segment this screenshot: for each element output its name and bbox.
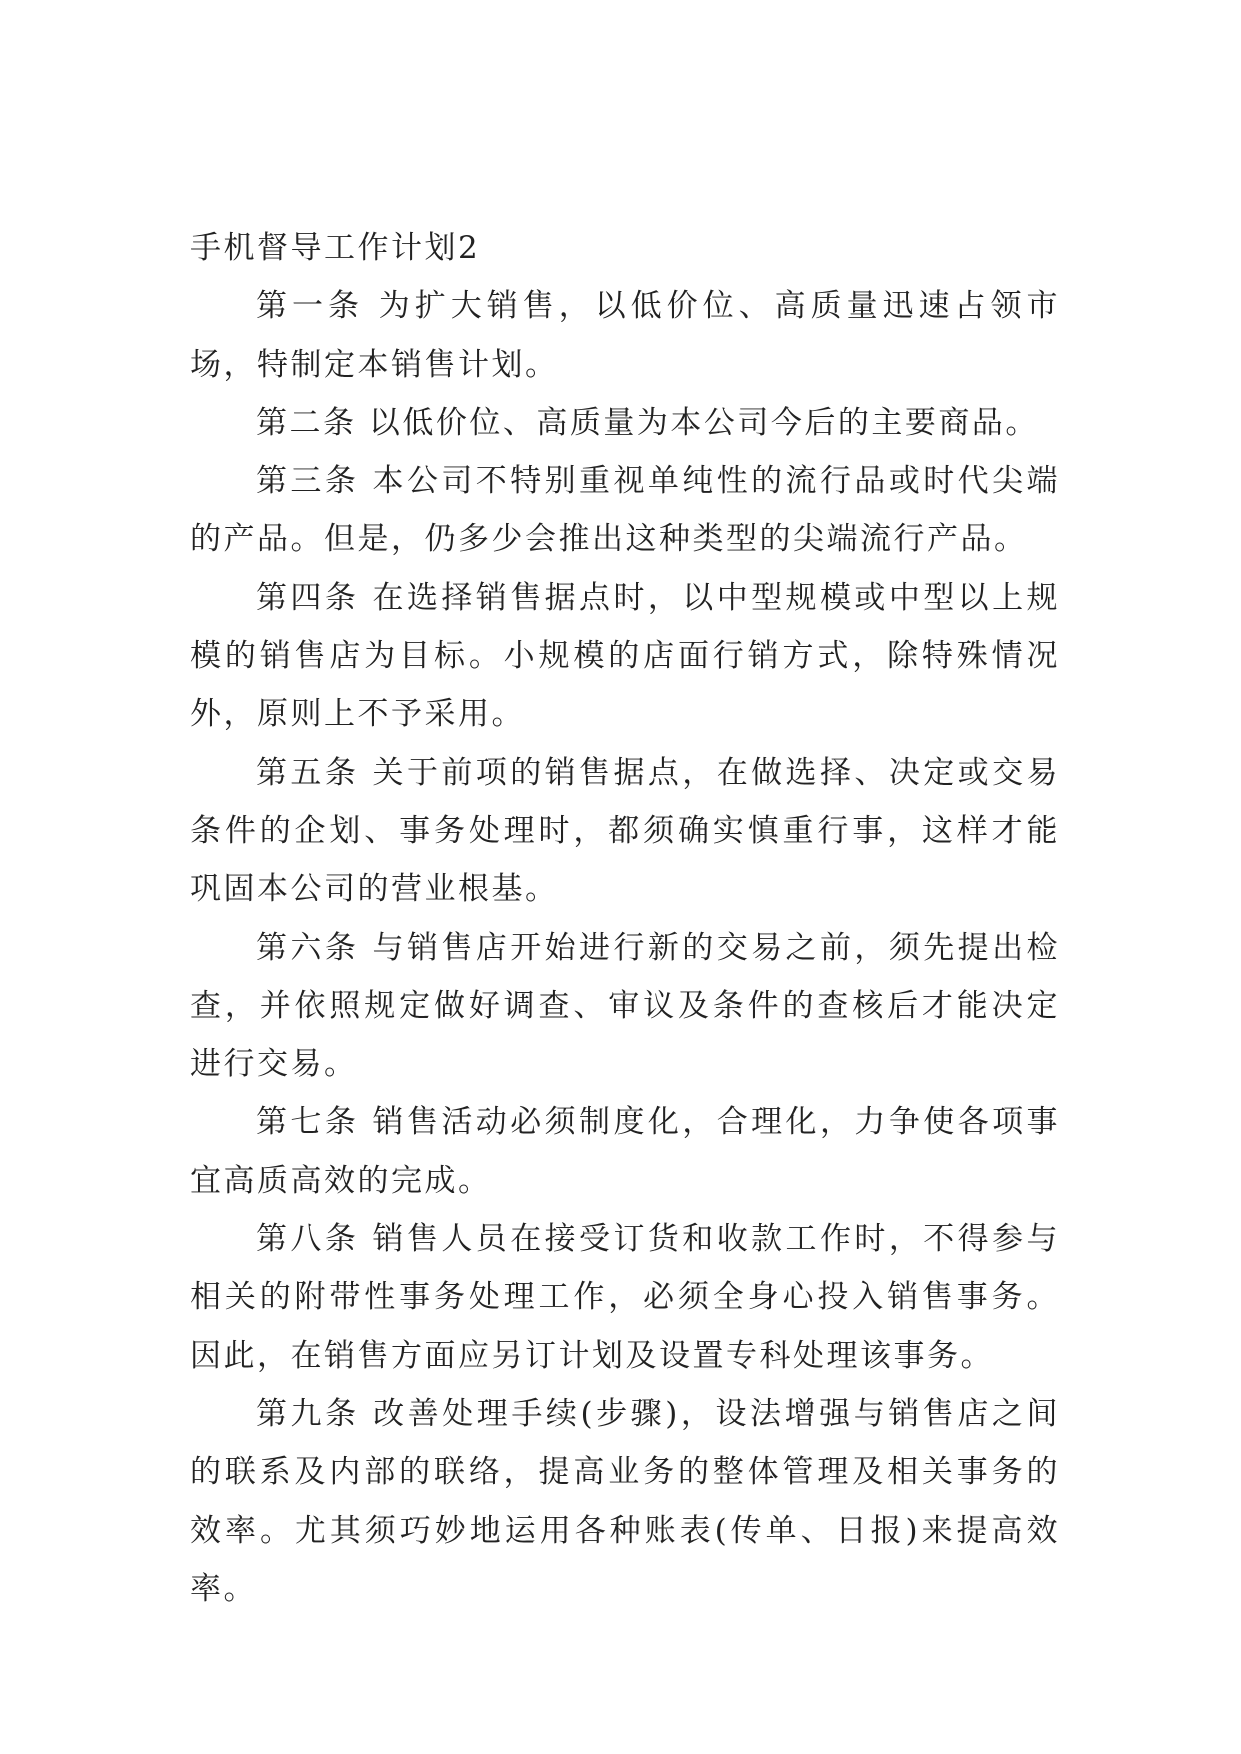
clause-2: 第二条 以低价位、高质量为本公司今后的主要商品。 [256, 404, 1039, 441]
clause-3: 第三条 本公司不特别重视单纯性的流行品或时代尖端的产品。但是，仍多少会推出这种类型的尖端流行产品。 [190, 463, 1060, 558]
clause-7: 第七条 销售活动必须制度化，合理化，力争使各项事宜高质高效的完成。 [190, 1104, 1060, 1199]
clause-1: 第一条 为扩大销售，以低价位、高质量迅速占领市场，特制定本销售计划。 [190, 288, 1060, 383]
clause-4: 第四条 在选择销售据点时，以中型规模或中型以上规模的销售店为目标。小规模的店面行销方式，除特殊情况外，原则上不予采用。 [190, 579, 1060, 733]
clause-8: 第八条 销售人员在接受订货和收款工作时，不得参与相关的附带性事务处理工作，必须全身心投入销售事务。因此，在销售方面应另订计划及设置专科处理该事务。 [190, 1221, 1060, 1374]
clause-5: 第五条 关于前项的销售据点，在做选择、决定或交易条件的企划、事务处理时，都须确实慎重行事，这样才能巩固本公司的营业根基。 [190, 754, 1060, 908]
clause-9: 第九条 改善处理手续(步骤)，设法增强与销售店之间的联系及内部的联络，提高业务的整体管理及相关事务的效率。尤其须巧妙地运用各种账表(传单、日报)来提高效率。 [190, 1395, 1060, 1607]
document-title: 手机督导工作计划2 [190, 230, 481, 266]
clause-6: 第六条 与销售店开始进行新的交易之前，须先提出检查，并依照规定做好调查、审议及条件的查核后才能决定进行交易。 [190, 929, 1060, 1083]
document-body [190, 219, 1060, 1618]
